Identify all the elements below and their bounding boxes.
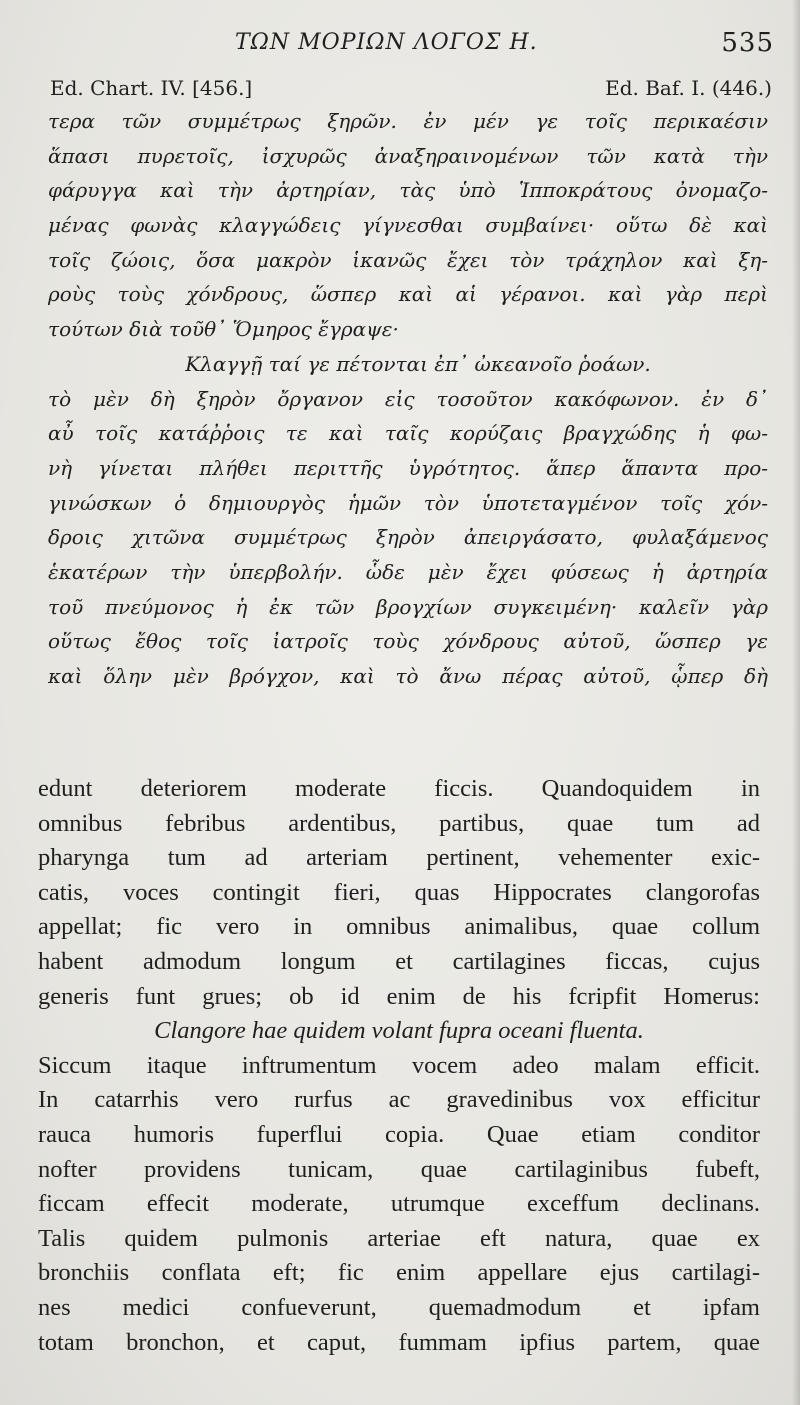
latin-line: edunt deteriorem moderate ficcis. Quandoquidem in [38, 775, 760, 802]
latin-line: omnibus febribus ardentibus, partibus, quae tum ad [38, 809, 760, 837]
greek-line: καὶ ὅλην μὲν βρόγχον, καὶ τὸ ἄνω πέρας αὐτοῦ, ᾧπερ δὴ [48, 664, 768, 688]
edition-basel-ref: Ed. Baf. I. (446.) [605, 76, 772, 100]
greek-line: δροις χιτῶνα συμμέτρως ξηρὸν ἀπειργάσατο, φυλαξάμενος [48, 525, 768, 550]
greek-line: ροὺς τοὺς χόνδρους, ὥσπερ καὶ αἱ γέρανοι. καὶ γὰρ περὶ [48, 282, 768, 307]
latin-line: ficcam effecit moderate, utrumque exceffum declinans. [38, 1190, 760, 1218]
greek-line: φάρυγγα καὶ τὴν ἀρτηρίαν, τὰς ὑπὸ Ἱπποκράτους ὀνομαζο- [48, 178, 768, 203]
latin-line: generis funt grues; ob id enim de his fcripfit Homerus: [38, 982, 760, 1010]
greek-line: τερα τῶν συμμέτρως ξηρῶν. ἐν μέν γε τοῖς περικαέσιν [48, 109, 768, 133]
latin-line: Siccum itaque inftrumentum vocem adeo malam efficit. [38, 1051, 760, 1079]
greek-line: νὴ γίνεται πλήθει περιττῆς ὑγρότητος. ἅπερ ἅπαντα προ- [48, 455, 768, 480]
greek-verse-quote: Κλαγγῇ ταί γε πέτονται ἐπ᾽ ὠκεανοῖο ῥοάων. [185, 351, 651, 376]
running-title: ΤΩΝ ΜΟΡΙΩΝ ΛΟΓΟΣ Η. [235, 30, 538, 55]
latin-line: nes medici confueverunt, quemadmodum et ipfam [38, 1293, 760, 1321]
latin-line: totam bronchon, et caput, fummam ipfius partem, quae [38, 1328, 760, 1356]
greek-text-block [48, 104, 768, 694]
greek-line: τὸ μὲν δὴ ξηρὸν ὄργανον εἰς τοσοῦτον κακόφωνον. ἐν δ᾽ [48, 386, 768, 411]
latin-line: bronchiis conflata eft; fic enim appellare ejus cartilagi- [38, 1259, 760, 1287]
latin-text-block [38, 772, 760, 1360]
scan-edge-shadow [792, 0, 800, 1405]
latin-line: appellat; fic vero in omnibus animalibus, quae collum [38, 913, 760, 941]
latin-verse-quote: Clangore hae quidem volant fupra oceani fluenta. [154, 1017, 644, 1045]
greek-line: ἑκατέρων τὴν ὑπερβολήν. ὧδε μὲν ἔχει φύσεως ἡ ἀρτηρία [48, 559, 768, 584]
running-header [0, 30, 800, 66]
latin-line: catis, voces contingit fieri, quas Hippocrates clangorofas [38, 878, 760, 906]
latin-line: habent admodum longum et cartilagines ficcas, cujus [38, 947, 760, 975]
greek-line: τοῖς ζώοις, ὅσα μακρὸν ἱκανῶς ἔχει τὸν τράχηλον καὶ ξη- [48, 247, 768, 272]
edition-chart-ref: Ed. Chart. IV. [456.] [50, 76, 253, 100]
greek-line: γινώσκων ὁ δημιουργὸς ἡμῶν τὸν ὑποτεταγμένον τοῖς χόν- [48, 490, 768, 515]
page-number: 535 [721, 28, 774, 58]
latin-line: pharynga tum ad arteriam pertinent, vehementer exic- [38, 844, 760, 872]
latin-line: rauca humoris fuperflui copia. Quae etiam conditor [38, 1120, 760, 1148]
greek-line: τοῦ πνεύμονος ἡ ἐκ τῶν βρογχίων συγκειμένη· καλεῖν γὰρ [48, 594, 768, 619]
latin-line: nofter providens tunicam, quae cartilaginibus fubeft, [38, 1155, 760, 1183]
greek-line: ἅπασι πυρετοῖς, ἰσχυρῶς ἀναξηραινομένων τῶν κατὰ τὴν [48, 143, 768, 168]
greek-line: αὖ τοῖς κατάῤῥοις τε καὶ ταῖς κορύζαις βραγχώδης ἡ φω- [48, 421, 768, 446]
edition-references [50, 76, 772, 102]
latin-line: In catarrhis vero rurfus ac gravedinibus vox efficitur [38, 1086, 760, 1114]
greek-line: μένας φωνὰς κλαγγώδεις γίγνεσθαι συμβαίνει· οὕτω δὲ καὶ [48, 213, 768, 238]
greek-line: τούτων διὰ τοῦθ᾽ Ὅμηρος ἔγραψε· [48, 317, 399, 342]
greek-line: οὕτως ἔθος τοῖς ἰατροῖς τοὺς χόνδρους αὐτοῦ, ὥσπερ γε [48, 629, 768, 654]
latin-line: Talis quidem pulmonis arteriae eft natura, quae ex [38, 1224, 760, 1252]
